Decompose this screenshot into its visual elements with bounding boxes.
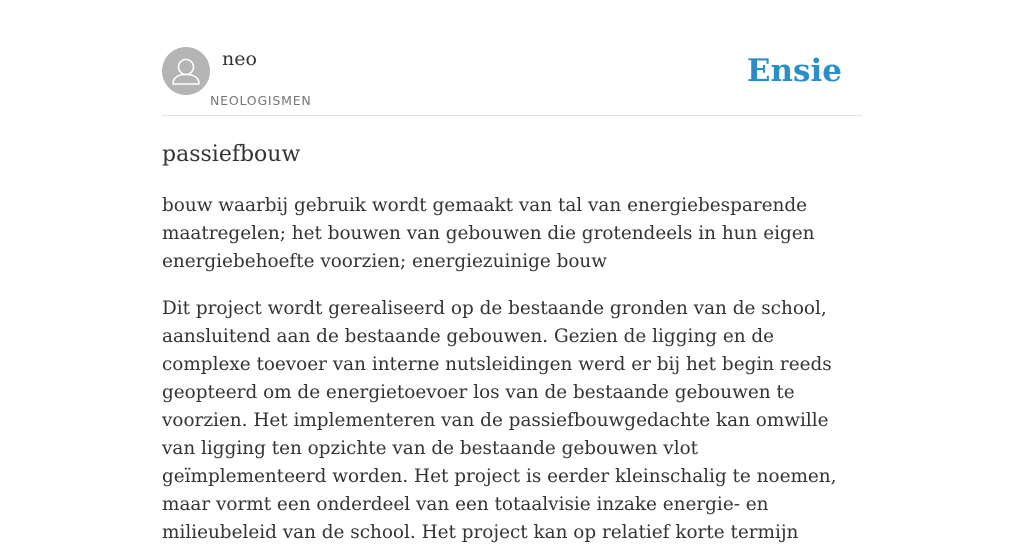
ensie-logo[interactable]: Ensie <box>746 53 842 89</box>
entry-definition: bouw waarbij gebruik wordt gemaakt van tal van energiebesparende maatregelen; het bouwen van gebouwen die grotendeels in hun eigen energiebehoefte voorzien; energiezuinige bouw <box>162 195 815 272</box>
header <box>162 47 862 116</box>
avatar[interactable] <box>162 47 210 95</box>
user-label: NEOLOGISMEN <box>210 93 312 108</box>
entry-example: Dit project wordt gerealiseerd op de bestaande gronden van de school, aansluitend aan de bestaande gebouwen. Gezien de ligging en de complexe toevoer van interne nutsleidingen werd er bij het begin reeds geopteerd om de energietoevoer los van de bestaande gebouwen te voorzien. Het implementeren van de passiefbouwgedachte kan omwille van ligging ten opzichte van de bestaande gebouwen vlot geïmplementeerd worden. Het project is eerder kleinschalig te noemen, maar vormt een onderdeel van een totaalvisie inzake energie- en milieubeleid van de school. Het project kan op relatief korte termijn <box>162 298 837 543</box>
username[interactable]: neo <box>222 48 257 70</box>
entry-title: passiefbouw <box>162 142 301 167</box>
user-silhouette-icon <box>162 47 210 95</box>
